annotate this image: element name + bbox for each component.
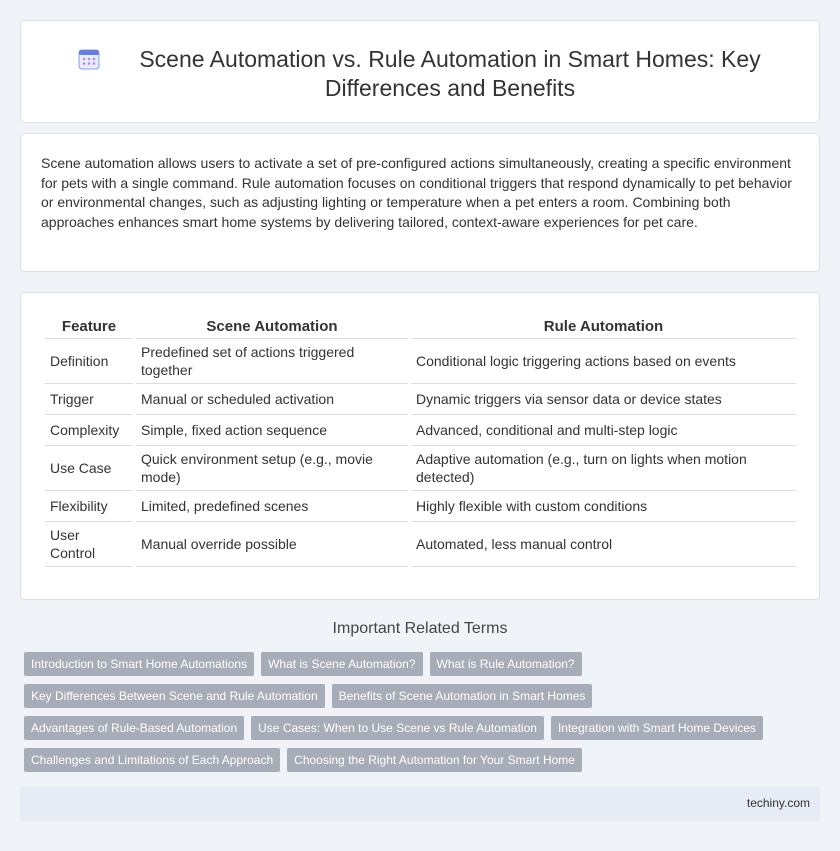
scene-cell: Manual or scheduled activation	[136, 384, 408, 415]
page-title: Scene Automation vs. Rule Automation in Smart Homes: Key Differences and Benefits	[139, 46, 761, 101]
scene-cell: Simple, fixed action sequence	[136, 415, 408, 446]
rule-cell: Advanced, conditional and multi-step logic	[411, 415, 796, 446]
intro-card	[20, 133, 820, 272]
related-term-link[interactable]: What is Rule Automation?	[430, 652, 582, 676]
comparison-table-card	[20, 292, 820, 600]
footer	[20, 787, 820, 821]
footer-site-link[interactable]: techiny.com	[746, 796, 810, 810]
related-term-link[interactable]: Benefits of Scene Automation in Smart Homes	[332, 684, 593, 708]
related-term-link[interactable]: Challenges and Limitations of Each Approach	[24, 748, 280, 772]
rule-cell: Automated, less manual control	[411, 522, 796, 567]
table-row	[45, 491, 796, 522]
header-rule: Rule Automation	[411, 313, 796, 339]
rule-cell: Dynamic triggers via sensor data or device states	[411, 384, 796, 415]
tag-row	[24, 716, 824, 740]
tag-row	[24, 748, 824, 772]
intro-paragraph: Scene automation allows users to activate a set of pre-configured actions simultaneously, creating a specific environment for pets with a single command. Rule automation focuses on conditional triggers that respond dynamically to pet behavior or environmental changes, such as adjusting lighting or temperature when a pet enters a room. Combining both approaches enhances smart home systems by delivering tailored, context-aware experiences for pet care.	[41, 155, 792, 230]
rule-cell: Highly flexible with custom conditions	[411, 491, 796, 522]
related-terms-list	[24, 652, 824, 780]
related-term-link[interactable]: Key Differences Between Scene and Rule Automation	[24, 684, 325, 708]
header-scene: Scene Automation	[136, 313, 408, 339]
tag-row	[24, 684, 824, 708]
scene-cell: Predefined set of actions triggered together	[136, 339, 408, 384]
related-term-link[interactable]: Introduction to Smart Home Automations	[24, 652, 254, 676]
table-header-row	[45, 313, 796, 339]
feature-cell: Flexibility	[45, 491, 133, 522]
scene-cell: Limited, predefined scenes	[136, 491, 408, 522]
rule-cell: Conditional logic triggering actions based on events	[411, 339, 796, 384]
comparison-table	[42, 313, 799, 567]
related-term-link[interactable]: Choosing the Right Automation for Your Smart Home	[287, 748, 582, 772]
related-term-link[interactable]: Integration with Smart Home Devices	[551, 716, 763, 740]
table-row	[45, 522, 796, 567]
related-terms-title: Important Related Terms	[332, 620, 508, 637]
related-term-link[interactable]: What is Scene Automation?	[261, 652, 422, 676]
scene-cell: Manual override possible	[136, 522, 408, 567]
table-row	[45, 384, 796, 415]
feature-cell: Complexity	[45, 415, 133, 446]
feature-cell: User Control	[45, 522, 133, 567]
related-term-link[interactable]: Advantages of Rule-Based Automation	[24, 716, 244, 740]
feature-cell: Use Case	[45, 446, 133, 491]
table-row	[45, 415, 796, 446]
tag-row	[24, 652, 824, 676]
rule-cell: Adaptive automation (e.g., turn on lights when motion detected)	[411, 446, 796, 491]
feature-cell: Trigger	[45, 384, 133, 415]
feature-cell: Definition	[45, 339, 133, 384]
table-row	[45, 446, 796, 491]
related-term-link[interactable]: Use Cases: When to Use Scene vs Rule Automation	[251, 716, 544, 740]
scene-cell: Quick environment setup (e.g., movie mode)	[136, 446, 408, 491]
table-row	[45, 339, 796, 384]
header-feature: Feature	[45, 313, 133, 339]
title-card	[20, 20, 820, 123]
